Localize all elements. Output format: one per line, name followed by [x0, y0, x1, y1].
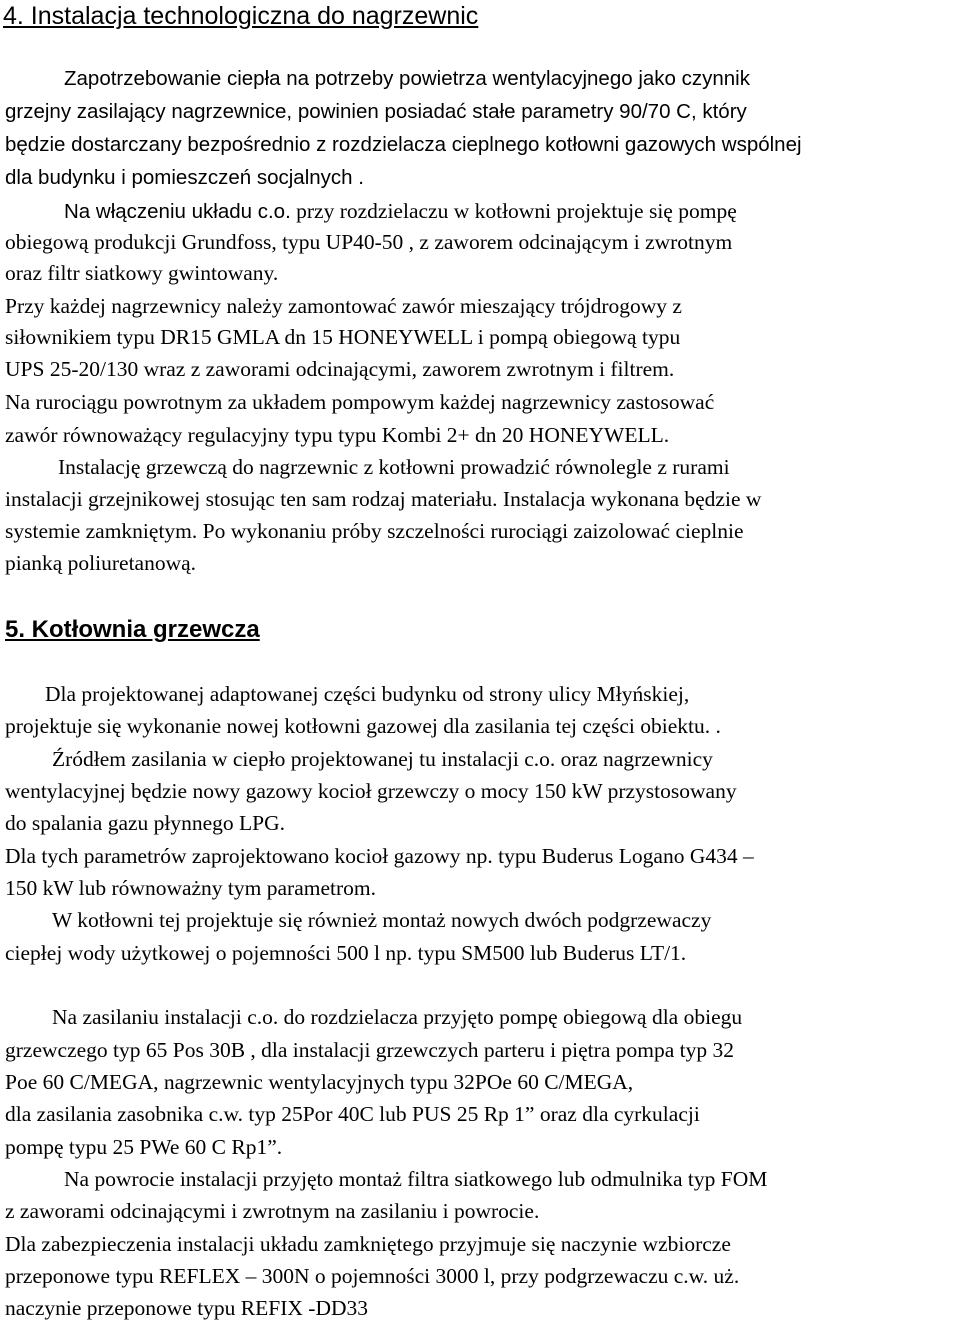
- section-4-heading: 4. Instalacja technologiczna do nagrzewnic: [3, 2, 479, 30]
- text-line: obiegową produkcji Grundfoss, typu UP40-50 , z zaworem odcinającym i zwrotnym: [5, 230, 733, 254]
- text-fragment: Na włączeniu układu c.o.: [64, 200, 291, 223]
- text-line: Instalację grzewczą do nagrzewnic z kotłowni prowadzić równolegle z rurami: [58, 455, 730, 479]
- text-line: Dla zabezpieczenia instalacji układu zamkniętego przyjmuje się naczynie wzbiorcze: [5, 1232, 731, 1256]
- text-line: Dla projektowanej adaptowanej części budynku od strony ulicy Młyńskiej,: [45, 682, 690, 706]
- text-line: do spalania gazu płynnego LPG.: [5, 811, 286, 835]
- text-line: Na zasilaniu instalacji c.o. do rozdzielacza przyjęto pompę obiegową dla obiegu: [52, 1005, 743, 1029]
- text-line: zawór równoważący regulacyjny typu typu Kombi 2+ dn 20 HONEYWELL.: [5, 423, 670, 447]
- text-line: pompę typu 25 PWe 60 C Rp1”.: [5, 1135, 283, 1159]
- text-line: ciepłej wody użytkowej o pojemności 500 l np. typu SM500 lub Buderus LT/1.: [5, 941, 687, 965]
- text-line: z zaworami odcinającymi i zwrotnym na zasilaniu i powrocie.: [5, 1199, 540, 1223]
- text-line: [64, 198, 737, 225]
- text-line: grzejny zasilający nagrzewnice, powinien posiadać stałe parametry 90/70 C, który: [5, 100, 747, 123]
- text-line: Poe 60 C/MEGA, nagrzewnic wentylacyjnych typu 32POe 60 C/MEGA,: [5, 1070, 634, 1094]
- text-line: pianką poliuretanową.: [5, 551, 197, 575]
- text-line: dla zasilania zasobnika c.w. typ 25Por 40C lub PUS 25 Rp 1” oraz dla cyrkulacji: [5, 1102, 700, 1126]
- text-line: Na powrocie instalacji przyjęto montaż filtra siatkowego lub odmulnika typ FOM: [64, 1167, 768, 1191]
- text-line: naczynie przeponowe typu REFIX -DD33: [5, 1296, 369, 1320]
- text-line: projektuje się wykonanie nowej kotłowni gazowej dla zasilania tej części obiektu. .: [5, 714, 721, 738]
- text-line: UPS 25-20/130 wraz z zaworami odcinającymi, zaworem zwrotnym i filtrem.: [5, 357, 675, 381]
- text-line: oraz filtr siatkowy gwintowany.: [5, 261, 279, 285]
- text-line: instalacji grzejnikowej stosując ten sam rodzaj materiału. Instalacja wykonana będzie w: [5, 487, 762, 511]
- section-5-heading: 5. Kotłownia grzewcza: [5, 616, 260, 643]
- text-line: W kotłowni tej projektuje się również montaż nowych dwóch podgrzewaczy: [52, 908, 712, 932]
- text-line: Zapotrzebowanie ciepła na potrzeby powietrza wentylacyjnego jako czynnik: [64, 67, 750, 90]
- text-line: Przy każdej nagrzewnicy należy zamontować zawór mieszający trójdrogowy z: [5, 294, 682, 318]
- text-line: będzie dostarczany bezpośrednio z rozdzielacza cieplnego kotłowni gazowych wspólnej: [5, 133, 802, 156]
- text-line: wentylacyjnej będzie nowy gazowy kocioł grzewczy o mocy 150 kW przystosowany: [5, 779, 737, 803]
- text-line: siłownikiem typu DR15 GMLA dn 15 HONEYWELL i pompą obiegową typu: [5, 325, 681, 349]
- text-line: dla budynku i pomieszczeń socjalnych .: [5, 166, 364, 189]
- text-fragment: przy rozdzielaczu w kotłowni projektuje się pompę: [290, 199, 737, 223]
- text-line: systemie zamkniętym. Po wykonaniu próby szczelności rurociągi zaizolować cieplnie: [5, 519, 744, 543]
- text-line: grzewczego typ 65 Pos 30B , dla instalacji grzewczych parteru i piętra pompa typ 32: [5, 1038, 734, 1062]
- text-line: Na rurociągu powrotnym za układem pompowym każdej nagrzewnicy zastosować: [5, 390, 715, 414]
- text-line: 150 kW lub równoważny tym parametrom.: [5, 876, 376, 900]
- text-line: Źródłem zasilania w ciepło projektowanej tu instalacji c.o. oraz nagrzewnicy: [52, 747, 713, 771]
- text-line: Dla tych parametrów zaprojektowano kocioł gazowy np. typu Buderus Logano G434 –: [5, 844, 754, 868]
- text-line: przeponowe typu REFLEX – 300N o pojemności 3000 l, przy podgrzewaczu c.w. uż.: [5, 1264, 740, 1288]
